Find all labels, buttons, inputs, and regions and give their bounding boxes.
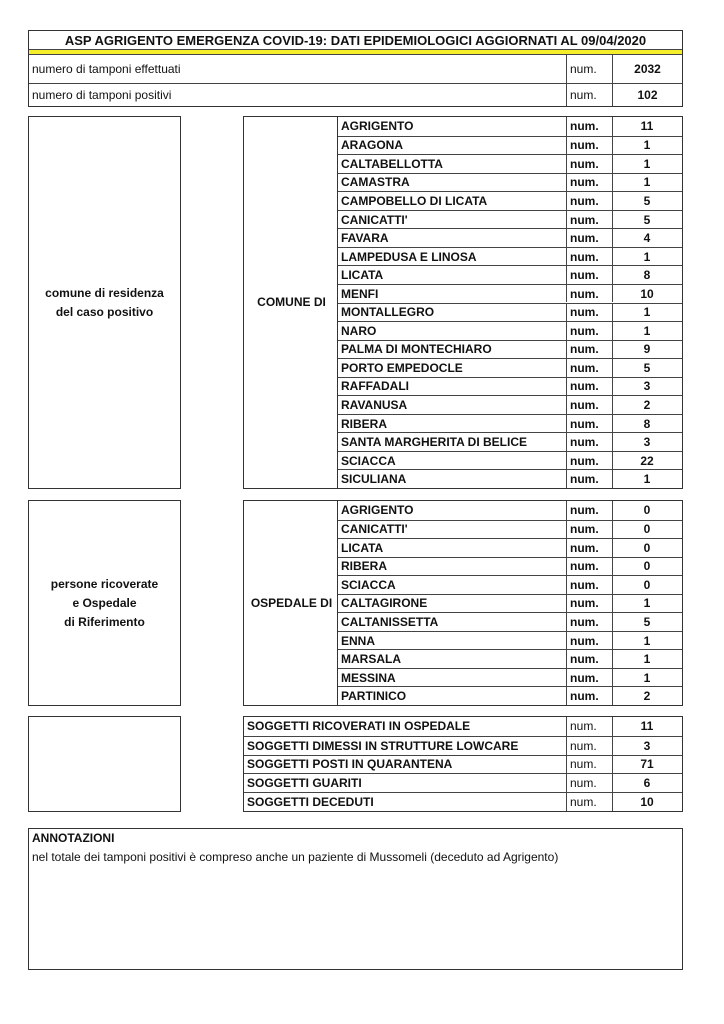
residence-value: 1 [612, 155, 681, 173]
hospital-row [338, 649, 682, 668]
hospital-row [338, 557, 682, 576]
subjects-row [244, 736, 682, 755]
hospital-value: 0 [612, 501, 681, 520]
hospital-unit: num. [566, 558, 612, 576]
subjects-value: 6 [612, 774, 681, 792]
subjects-unit: num. [566, 737, 612, 755]
hospital-row [338, 538, 682, 557]
residence-label-line2: del caso positivo [55, 304, 154, 319]
subjects-value: 11 [612, 717, 681, 736]
subjects-table [243, 716, 683, 812]
subjects-name: SOGGETTI POSTI IN QUARANTENA [247, 757, 453, 772]
subjects-unit: num. [566, 774, 612, 792]
hospital-side-label [28, 500, 181, 706]
subjects-value: 71 [612, 756, 681, 774]
tests-performed-value: 2032 [634, 62, 661, 76]
hospital-value: 0 [612, 521, 681, 539]
residence-unit: num. [566, 117, 612, 136]
residence-row [338, 265, 682, 284]
residence-unit: num. [566, 433, 612, 451]
hospital-value: 1 [612, 669, 681, 687]
hospital-value: 2 [612, 687, 681, 705]
residence-unit: num. [566, 415, 612, 433]
subjects-row [244, 773, 682, 792]
residence-unit: num. [566, 341, 612, 359]
residence-name: RAFFADALI [341, 379, 409, 394]
hospital-label-line2: e Ospedale [72, 595, 137, 610]
residence-name: SICULIANA [341, 472, 407, 487]
residence-row [338, 136, 682, 155]
residence-name: SANTA MARGHERITA DI BELICE [341, 435, 527, 450]
subjects-name: SOGGETTI DECEDUTI [247, 795, 374, 810]
residence-row [338, 303, 682, 322]
hospital-name: CALTAGIRONE [341, 596, 428, 611]
residence-unit: num. [566, 155, 612, 173]
residence-row [338, 228, 682, 247]
residence-row [338, 210, 682, 229]
residence-unit: num. [566, 322, 612, 340]
residence-value: 5 [612, 211, 681, 229]
hospital-table [337, 500, 683, 706]
residence-name: ARAGONA [341, 138, 403, 153]
residence-row [338, 340, 682, 359]
residence-table [337, 116, 683, 489]
hospital-row [338, 631, 682, 650]
residence-name: NARO [341, 323, 377, 338]
residence-row [338, 117, 682, 136]
hospital-unit: num. [566, 501, 612, 520]
report-title: ASP AGRIGENTO EMERGENZA COVID-19: DATI EPIDEMIOLOGICI AGGIORNATI AL 09/04/2020 [64, 32, 647, 48]
tests-positive-label: numero di tamponi positivi [29, 83, 567, 106]
residence-unit: num. [566, 137, 612, 155]
residence-row [338, 247, 682, 266]
tests-positive-unit: num. [567, 83, 613, 106]
residence-row [338, 395, 682, 414]
hospital-name: MESSINA [341, 670, 396, 685]
hospital-unit: num. [566, 650, 612, 668]
residence-value: 11 [612, 117, 681, 136]
residence-name: PORTO EMPEDOCLE [341, 360, 463, 375]
residence-value: 8 [612, 415, 681, 433]
subjects-unit: num. [566, 717, 612, 736]
hospital-row [338, 520, 682, 539]
annotations-text: nel totale dei tamponi positivi è compreso anche un paziente di Mussomeli (deceduto ad Agrigento) [32, 850, 559, 864]
subjects-name: SOGGETTI RICOVERATI IN OSPEDALE [247, 719, 471, 734]
hospital-unit: num. [566, 521, 612, 539]
hospital-value: 1 [612, 632, 681, 650]
residence-name: AGRIGENTO [341, 119, 414, 134]
hospital-row [338, 612, 682, 631]
hospital-value: 0 [612, 558, 681, 576]
residence-row [338, 414, 682, 433]
residence-side-label [28, 116, 181, 489]
hospital-row [338, 594, 682, 613]
residence-name: RAVANUSA [341, 398, 408, 413]
residence-row [338, 321, 682, 340]
residence-name: LAMPEDUSA E LINOSA [341, 249, 477, 264]
hospital-name: ENNA [341, 633, 376, 648]
residence-unit: num. [566, 266, 612, 284]
residence-name: SCIACCA [341, 453, 396, 468]
residence-unit: num. [566, 229, 612, 247]
residence-name: PALMA DI MONTECHIARO [341, 342, 492, 357]
residence-row [338, 154, 682, 173]
hospital-row [338, 501, 682, 520]
hospital-name: CALTANISSETTA [341, 615, 439, 630]
residence-value: 10 [612, 285, 681, 303]
residence-value: 8 [612, 266, 681, 284]
residence-unit: num. [566, 359, 612, 377]
hospital-name: SCIACCA [341, 577, 396, 592]
hospital-value: 1 [612, 595, 681, 613]
subjects-name: SOGGETTI DIMESSI IN STRUTTURE LOWCARE [247, 738, 519, 753]
hospital-value: 5 [612, 613, 681, 631]
hospital-unit: num. [566, 613, 612, 631]
column-divider [566, 55, 567, 106]
residence-name: LICATA [341, 268, 384, 283]
residence-name: MENFI [341, 286, 379, 301]
residence-value: 22 [612, 452, 681, 470]
annotations-box [28, 828, 683, 970]
hospital-value: 0 [612, 539, 681, 557]
residence-value: 5 [612, 359, 681, 377]
residence-value: 1 [612, 322, 681, 340]
hospital-label-line1: persone ricoverate [50, 576, 159, 591]
residence-value: 3 [612, 433, 681, 451]
hospital-label-line3: di Riferimento [64, 614, 145, 629]
residence-row [338, 284, 682, 303]
residence-value: 3 [612, 378, 681, 396]
residence-value: 1 [612, 137, 681, 155]
residence-name: CALTABELLOTTA [341, 156, 443, 171]
residence-value: 1 [612, 174, 681, 192]
hospital-unit: num. [566, 669, 612, 687]
tests-positive-value: 102 [613, 83, 682, 106]
residence-unit: num. [566, 378, 612, 396]
residence-unit: num. [566, 285, 612, 303]
column-divider [612, 55, 613, 106]
ospedale-group-label: OSPEDALE DI [243, 500, 339, 706]
hospital-unit: num. [566, 539, 612, 557]
residence-value: 1 [612, 470, 681, 488]
residence-value: 4 [612, 229, 681, 247]
residence-name: RIBERA [341, 416, 388, 431]
residence-value: 5 [612, 192, 681, 210]
residence-value: 1 [612, 304, 681, 322]
hospital-name: CANICATTI' [341, 522, 408, 537]
residence-unit: num. [566, 192, 612, 210]
residence-value: 2 [612, 396, 681, 414]
residence-unit: num. [566, 174, 612, 192]
residence-row [338, 191, 682, 210]
hospital-name: MARSALA [341, 652, 401, 667]
hospital-name: LICATA [341, 540, 384, 555]
residence-row [338, 377, 682, 396]
residence-unit: num. [566, 470, 612, 488]
subjects-row [244, 755, 682, 774]
hospital-name: RIBERA [341, 559, 388, 574]
hospital-value: 1 [612, 650, 681, 668]
residence-unit: num. [566, 452, 612, 470]
residence-value: 9 [612, 341, 681, 359]
residence-name: CAMPOBELLO DI LICATA [341, 193, 488, 208]
hospital-row [338, 668, 682, 687]
residence-value: 1 [612, 248, 681, 266]
hospital-name: AGRIGENTO [341, 503, 414, 518]
hospital-unit: num. [566, 687, 612, 705]
residence-row [338, 451, 682, 470]
annotations-title: ANNOTAZIONI [32, 831, 115, 845]
subjects-unit: num. [566, 756, 612, 774]
subjects-side-box [28, 716, 181, 812]
tests-performed-label: numero di tamponi effettuati [32, 62, 181, 76]
hospital-row [338, 575, 682, 594]
subjects-value: 10 [612, 793, 681, 811]
subjects-row [244, 717, 682, 736]
residence-row [338, 432, 682, 451]
subjects-unit: num. [566, 793, 612, 811]
residence-label-line1: comune di residenza [45, 285, 164, 300]
tests-performed-unit: num. [570, 62, 597, 76]
residence-name: CAMASTRA [341, 175, 410, 190]
hospital-unit: num. [566, 576, 612, 594]
residence-name: FAVARA [341, 231, 389, 246]
hospital-value: 0 [612, 576, 681, 594]
hospital-unit: num. [566, 632, 612, 650]
subjects-row [244, 792, 682, 811]
residence-row [338, 358, 682, 377]
residence-row [338, 173, 682, 192]
hospital-unit: num. [566, 595, 612, 613]
subjects-name: SOGGETTI GUARITI [247, 776, 362, 791]
residence-name: CANICATTI' [341, 212, 408, 227]
residence-unit: num. [566, 248, 612, 266]
hospital-name: PARTINICO [341, 689, 407, 704]
comune-group-label: COMUNE DI [243, 116, 339, 489]
residence-row [338, 469, 682, 488]
hospital-row [338, 686, 682, 705]
residence-unit: num. [566, 211, 612, 229]
residence-unit: num. [566, 304, 612, 322]
subjects-value: 3 [612, 737, 681, 755]
residence-unit: num. [566, 396, 612, 414]
residence-name: MONTALLEGRO [341, 305, 435, 320]
report-header [28, 30, 683, 107]
